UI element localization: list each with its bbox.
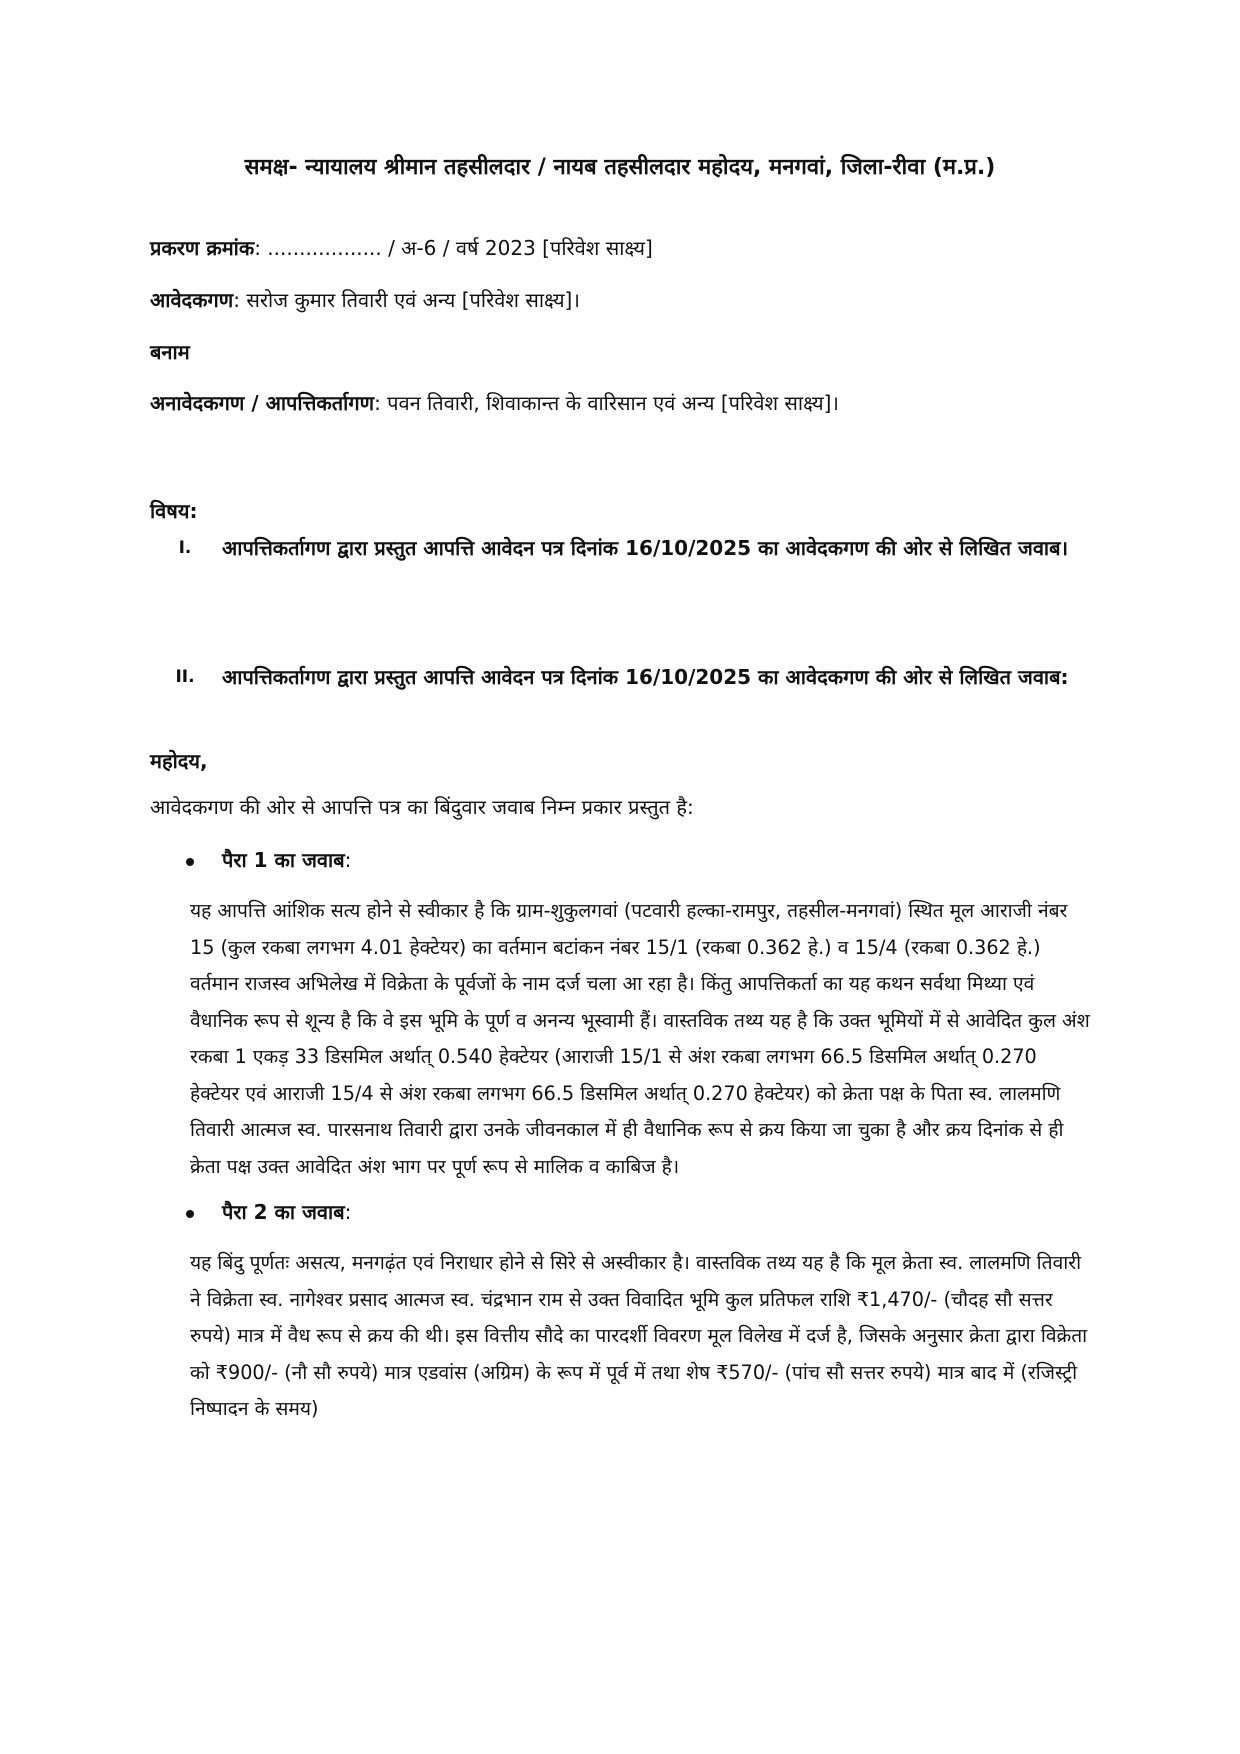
applicants-line (150, 285, 580, 315)
reply-1-label: पैरा 1 का जवाब (222, 848, 345, 872)
subject-label: विषय: (150, 499, 198, 523)
reply-2-heading (186, 1197, 351, 1227)
intro-text: आवेदकगण की ओर से आपत्ति पत्र का बिंदुवार जवाब निम्न प्रकार प्रस्तुत है: (150, 795, 694, 819)
subject-item (160, 530, 1120, 566)
applicants-value: : सरोज कुमार तिवारी एवं अन्य [परिवेश साक्ष्य]। (233, 288, 580, 312)
reply-2-label: पैरा 2 का जवाब (222, 1200, 345, 1224)
salutation: महोदय, (150, 749, 208, 773)
bullet-icon (186, 858, 194, 866)
applicants-label: आवेदकगण (150, 288, 234, 312)
subject-text: आपत्तिकर्तागण द्वारा प्रस्तुत आपत्ति आवेदन पत्र दिनांक 16/10/2025 का आवेदकगण की ओर से लिखित जवाब। (222, 536, 1069, 560)
subject-number: I. (178, 538, 192, 558)
reply-1-heading (186, 845, 351, 875)
case-number-value: : .................. / अ-6 / वर्ष 2023 [परिवेश साक्ष्य] (254, 236, 653, 260)
reply-2-body: यह बिंदु पूर्णतः असत्य, मनगढ़ंत एवं निराधार होने से सिरे से अस्वीकार है। वास्तविक तथ्य यह है कि मूल क्रेता स्व. लालमणि तिवारी ने विक्रेता स्व. नागेश्वर प्रसाद आत्मज स्व. चंद्रभान राम से उक्त विवादित भूमि कुल प्रतिफल राशि ₹1,470/- (चौदह सौ सत्तर रुपये) मात्र में वैध रूप से क्रय की थी। इस वित्तीय सौदे का पारदर्शी विवरण मूल विलेख में दर्ज है, जिसके अनुसार क्रेता द्वारा विक्रेता को ₹900/- (नौ सौ रुपये) मात्र एडवांस (अग्रिम) के रूप में पूर्व में तथा शेष ₹570/- (पांच सौ सत्तर रुपये) मात्र बाद में (रजिस्ट्री निष्पादन के समय) (190, 1251, 1088, 1420)
respondents-value: : पवन तिवारी, शिवाकान्त के वारिसान एवं अन्य [परिवेश साक्ष्य]। (374, 391, 839, 415)
reply-1-body: यह आपत्ति आंशिक सत्य होने से स्वीकार है कि ग्राम-शुकुलगवां (पटवारी हल्का-रामपुर, तहसील-मनगवां) स्थित मूल आराजी नंबर 15 (कुल रकबा लगभग 4.01 हेक्टेयर) का वर्तमान बटांकन नंबर 15/1 (रकबा 0.362 हे.) व 15/4 (रकबा 0.362 हे.) वर्तमान राजस्व अभिलेख में विक्रेता के पूर्वजों के नाम दर्ज चला आ रहा है। किंतु आपत्तिकर्ता का यह कथन सर्वथा मिथ्या एवं वैधानिक रूप से शून्य है कि वे इस भूमि के पूर्ण व अनन्य भूस्वामी हैं। वास्तविक तथ्य यह है कि उक्त भूमियों में से आवेदित कुल अंश रकबा 1 एकड़ 33 डिसमिल अर्थात् 0.540 हेक्टेयर (आराजी 15/1 से अंश रकबा लगभग 66.5 डिसमिल अर्थात् 0.270 हेक्टेयर एवं आराजी 15/4 से अंश रकबा लगभग 66.5 डिसमिल अर्थात् 0.270 हेक्टेयर) को क्रेता पक्ष के पिता स्व. लालमणि तिवारी आत्मज स्व. पारसनाथ तिवारी द्वारा उनके जीवनकाल में ही वैधानिक रूप से क्रय किया जा चुका है और क्रय दिनांक से ही क्रेता पक्ष उक्त आवेदित अंश भाग पर पूर्ण रूप से मालिक व काबिज है। (190, 899, 1090, 1178)
case-number-label: प्रकरण क्रमांक (150, 236, 255, 260)
subject-number: II. (175, 667, 195, 687)
bullet-icon (186, 1210, 194, 1218)
reply-1-colon: : (344, 848, 352, 872)
subject-item (160, 659, 1120, 695)
subject-text: आपत्तिकर्तागण द्वारा प्रस्तुत आपत्ति आवेदन पत्र दिनांक 16/10/2025 का आवेदकगण की ओर से लिखित जवाब: (222, 665, 1069, 689)
versus-label: बनाम (150, 340, 190, 364)
respondents-label: अनावेदकगण / आपत्तिकर्तागण (150, 391, 375, 415)
case-number-line (150, 233, 653, 263)
respondents-line (150, 388, 839, 418)
court-heading: समक्ष- न्यायालय श्रीमान तहसीलदार / नायब तहसीलदार महोदय, मनगवां, जिला-रीवा (म.प्र.) (244, 155, 996, 180)
reply-2-colon: : (344, 1200, 352, 1224)
